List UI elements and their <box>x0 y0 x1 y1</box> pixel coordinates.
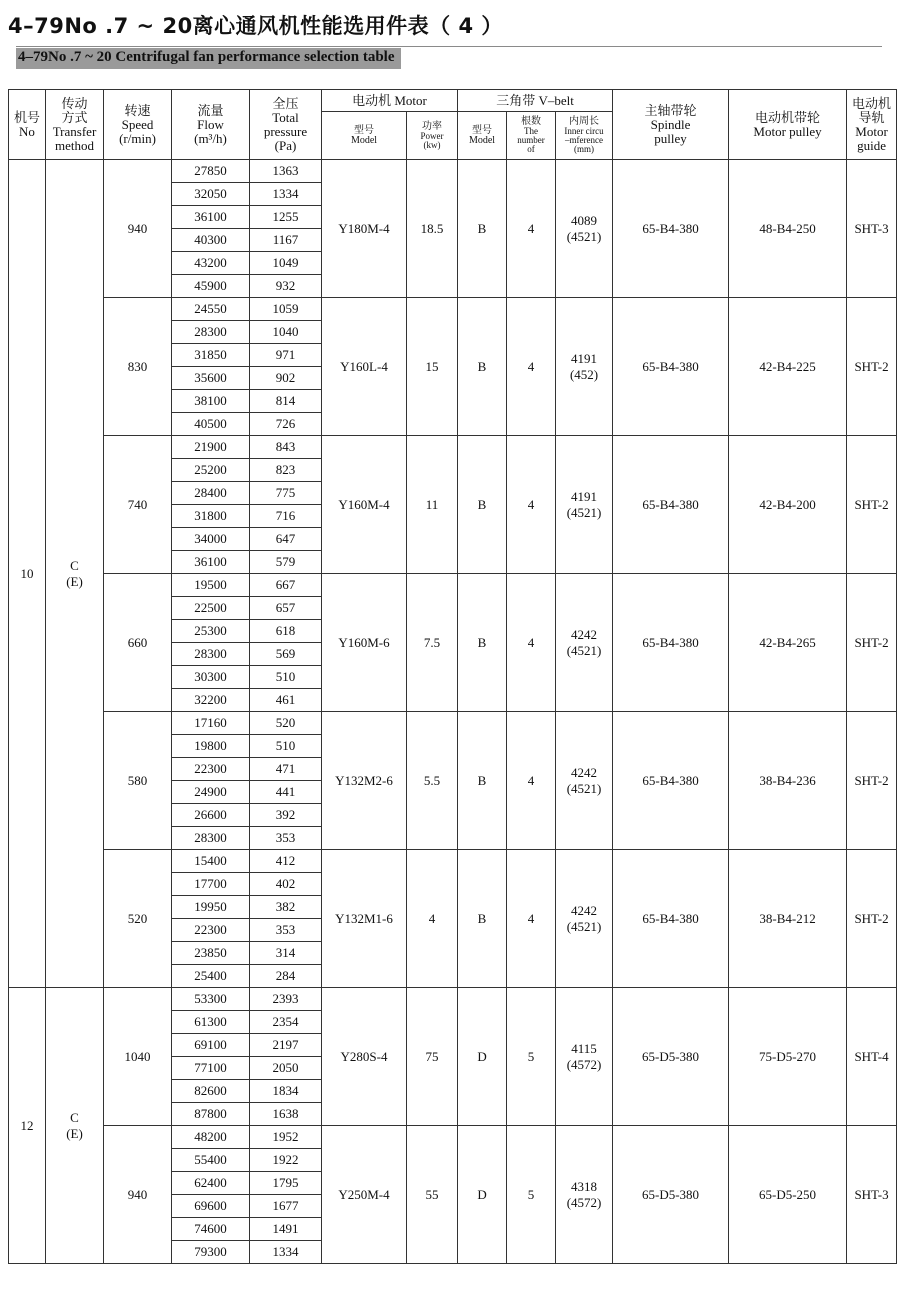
motor-guide-cell: SHT-2 <box>847 574 897 712</box>
motor-pulley-cell: 38-B4-212 <box>729 850 847 988</box>
motor-guide-cell: SHT-3 <box>847 1126 897 1264</box>
header-pressure-line: 全压 <box>272 95 299 111</box>
pressure-cell: 902 <box>250 367 322 390</box>
belt-inner-cell <box>556 712 613 850</box>
spindle-pulley-cell: 65-B4-380 <box>613 574 729 712</box>
pressure-cell: 520 <box>250 712 322 735</box>
header-belt-number <box>507 112 556 160</box>
flow-cell: 15400 <box>172 850 250 873</box>
pressure-cell: 667 <box>250 574 322 597</box>
header-belt-inner-line: –mference <box>565 135 604 145</box>
pressure-cell: 314 <box>250 942 322 965</box>
pressure-cell: 579 <box>250 551 322 574</box>
flow-cell: 28300 <box>172 643 250 666</box>
header-flow-line: (m³/h) <box>194 130 227 146</box>
flow-cell: 22500 <box>172 597 250 620</box>
pressure-cell: 843 <box>250 436 322 459</box>
header-belt-model-line: Model <box>468 134 496 146</box>
flow-cell: 31800 <box>172 505 250 528</box>
header-motor-pulley <box>729 90 847 160</box>
flow-cell: 36100 <box>172 551 250 574</box>
motor-power-cell: 15 <box>407 298 458 436</box>
flow-cell: 35600 <box>172 367 250 390</box>
header-belt-model <box>458 112 507 160</box>
table-row <box>9 160 897 183</box>
motor-guide-cell: SHT-2 <box>847 298 897 436</box>
pressure-cell: 461 <box>250 689 322 712</box>
fan-number-cell: 12 <box>9 988 46 1264</box>
motor-power-cell: 7.5 <box>407 574 458 712</box>
spindle-pulley-cell: 65-D5-380 <box>613 988 729 1126</box>
header-spindle-line: 主轴带轮 <box>644 102 697 118</box>
transfer-method-cell-line: (E) <box>66 1125 83 1141</box>
pressure-cell: 1334 <box>250 183 322 206</box>
header-motor-power <box>407 112 458 160</box>
flow-cell: 61300 <box>172 1011 250 1034</box>
header-spindle-line: pulley <box>654 130 687 146</box>
flow-cell: 32200 <box>172 689 250 712</box>
table-row <box>9 574 897 597</box>
header-transfer <box>46 90 104 160</box>
header-motor-power-line: Power <box>420 130 444 141</box>
flow-cell: 25200 <box>172 459 250 482</box>
motor-guide-cell: SHT-4 <box>847 988 897 1126</box>
spindle-pulley-cell: 65-B4-380 <box>613 298 729 436</box>
belt-model-cell: B <box>458 160 507 298</box>
spindle-pulley-cell: 65-B4-380 <box>613 850 729 988</box>
pressure-cell: 716 <box>250 505 322 528</box>
speed-cell: 520 <box>104 850 172 988</box>
flow-cell: 62400 <box>172 1172 250 1195</box>
pressure-cell: 932 <box>250 275 322 298</box>
belt-model-cell: B <box>458 712 507 850</box>
belt-count-cell: 4 <box>507 160 556 298</box>
pressure-cell: 2050 <box>250 1057 322 1080</box>
motor-model-cell: Y280S-4 <box>322 988 407 1126</box>
title-rule <box>16 46 882 47</box>
header-motor-model-line: Model <box>350 134 378 146</box>
belt-inner-cell-line: (4521) <box>566 228 602 244</box>
belt-inner-cell-line: (4521) <box>566 918 602 934</box>
flow-cell: 30300 <box>172 666 250 689</box>
flow-cell: 25400 <box>172 965 250 988</box>
pressure-cell: 775 <box>250 482 322 505</box>
flow-cell: 25300 <box>172 620 250 643</box>
header-motor-pulley-line: Motor pulley <box>753 123 822 139</box>
flow-cell: 36100 <box>172 206 250 229</box>
flow-cell: 28400 <box>172 482 250 505</box>
pressure-cell: 412 <box>250 850 322 873</box>
pressure-cell: 1795 <box>250 1172 322 1195</box>
belt-model-cell: B <box>458 436 507 574</box>
belt-count-cell: 4 <box>507 298 556 436</box>
header-belt-number-line: The <box>524 126 539 136</box>
motor-model-cell: Y160M-4 <box>322 436 407 574</box>
header-flow <box>172 90 250 160</box>
belt-count-cell: 4 <box>507 850 556 988</box>
header-motor-pulley-line: 电动机带轮 <box>755 109 821 125</box>
motor-guide-cell: SHT-2 <box>847 712 897 850</box>
speed-cell: 1040 <box>104 988 172 1126</box>
motor-model-cell: Y132M2-6 <box>322 712 407 850</box>
pressure-cell: 392 <box>250 804 322 827</box>
spindle-pulley-cell: 65-B4-380 <box>613 712 729 850</box>
speed-cell: 940 <box>104 160 172 298</box>
motor-power-cell: 18.5 <box>407 160 458 298</box>
pressure-cell: 1638 <box>250 1103 322 1126</box>
pressure-cell: 382 <box>250 896 322 919</box>
motor-guide-cell: SHT-2 <box>847 436 897 574</box>
motor-model-cell: Y132M1-6 <box>322 850 407 988</box>
pressure-cell: 441 <box>250 781 322 804</box>
page-subtitle: 4–79No .7 ~ 20 Centrifugal fan performance selection table <box>16 48 401 69</box>
header-belt-number-line: 根数 <box>521 116 542 127</box>
pressure-cell: 353 <box>250 919 322 942</box>
speed-cell: 830 <box>104 298 172 436</box>
flow-cell: 32050 <box>172 183 250 206</box>
flow-cell: 55400 <box>172 1149 250 1172</box>
flow-cell: 17160 <box>172 712 250 735</box>
motor-pulley-cell: 75-D5-270 <box>729 988 847 1126</box>
motor-power-cell: 4 <box>407 850 458 988</box>
header-spindle-line: Spindle <box>650 116 691 132</box>
header-transfer-line: method <box>55 137 94 153</box>
motor-pulley-cell: 38-B4-236 <box>729 712 847 850</box>
belt-inner-cell-line: 4242 <box>571 764 598 780</box>
flow-cell: 27850 <box>172 160 250 183</box>
transfer-method-cell <box>46 160 104 988</box>
belt-count-cell: 4 <box>507 436 556 574</box>
belt-inner-cell <box>556 298 613 436</box>
header-vbelt: 三角带 V–belt <box>458 90 613 112</box>
flow-cell: 53300 <box>172 988 250 1011</box>
header-guide-line: guide <box>857 137 886 153</box>
performance-table <box>8 89 897 1264</box>
header-flow-line: 流量 <box>197 102 224 118</box>
motor-pulley-cell: 42-B4-225 <box>729 298 847 436</box>
belt-inner-cell <box>556 160 613 298</box>
header-speed <box>104 90 172 160</box>
transfer-method-cell <box>46 988 104 1264</box>
header-pressure <box>250 90 322 160</box>
header-belt-inner-line: 内周长 <box>569 116 600 127</box>
flow-cell: 26600 <box>172 804 250 827</box>
belt-count-cell: 5 <box>507 988 556 1126</box>
pressure-cell: 284 <box>250 965 322 988</box>
motor-model-cell: Y160L-4 <box>322 298 407 436</box>
flow-cell: 40500 <box>172 413 250 436</box>
pressure-cell: 353 <box>250 827 322 850</box>
motor-power-cell: 75 <box>407 988 458 1126</box>
pressure-cell: 1049 <box>250 252 322 275</box>
flow-cell: 48200 <box>172 1126 250 1149</box>
belt-inner-cell-line: (4572) <box>566 1056 602 1072</box>
flow-cell: 24550 <box>172 298 250 321</box>
pressure-cell: 510 <box>250 735 322 758</box>
table-row <box>9 988 897 1011</box>
belt-inner-cell-line: 4191 <box>571 488 598 504</box>
header-guide-line: Motor <box>855 123 888 139</box>
flow-cell: 82600 <box>172 1080 250 1103</box>
motor-pulley-cell: 65-D5-250 <box>729 1126 847 1264</box>
header-belt-model-line: 型号 <box>472 124 493 136</box>
motor-power-cell: 55 <box>407 1126 458 1264</box>
belt-inner-cell <box>556 988 613 1126</box>
flow-cell: 69600 <box>172 1195 250 1218</box>
belt-model-cell: B <box>458 850 507 988</box>
pressure-cell: 647 <box>250 528 322 551</box>
belt-inner-cell-line: (452) <box>569 366 599 382</box>
header-motor: 电动机 Motor <box>322 90 458 112</box>
pressure-cell: 1040 <box>250 321 322 344</box>
pressure-cell: 726 <box>250 413 322 436</box>
fan-number-cell: 10 <box>9 160 46 988</box>
belt-inner-cell-line: 4318 <box>571 1178 598 1194</box>
belt-inner-cell <box>556 850 613 988</box>
belt-inner-cell <box>556 436 613 574</box>
header-transfer-line: 方式 <box>61 109 88 125</box>
pressure-cell: 1363 <box>250 160 322 183</box>
flow-cell: 31850 <box>172 344 250 367</box>
pressure-cell: 1167 <box>250 229 322 252</box>
belt-model-cell: D <box>458 988 507 1126</box>
header-belt-inner <box>556 112 613 160</box>
pressure-cell: 510 <box>250 666 322 689</box>
pressure-cell: 1677 <box>250 1195 322 1218</box>
pressure-cell: 971 <box>250 344 322 367</box>
flow-cell: 69100 <box>172 1034 250 1057</box>
flow-cell: 17700 <box>172 873 250 896</box>
header-transfer-line: 传动 <box>61 95 88 111</box>
flow-cell: 38100 <box>172 390 250 413</box>
header-pressure-line: pressure <box>263 123 308 139</box>
flow-cell: 21900 <box>172 436 250 459</box>
belt-inner-cell-line: (4521) <box>566 642 602 658</box>
header-row-1 <box>9 90 897 112</box>
page-title: 4–79No .7 ~ 20离心通风机性能选用件表（ 4 ） <box>8 14 503 38</box>
header-pressure-line: Total <box>272 109 299 125</box>
motor-power-cell: 5.5 <box>407 712 458 850</box>
pressure-cell: 1255 <box>250 206 322 229</box>
header-speed-line: Speed <box>121 116 154 132</box>
speed-cell: 740 <box>104 436 172 574</box>
header-no-line: No <box>19 123 35 139</box>
pressure-cell: 657 <box>250 597 322 620</box>
belt-model-cell: D <box>458 1126 507 1264</box>
spindle-pulley-cell: 65-B4-380 <box>613 160 729 298</box>
pressure-cell: 1334 <box>250 1241 322 1264</box>
motor-pulley-cell: 42-B4-200 <box>729 436 847 574</box>
header-guide-line: 导轨 <box>858 109 885 125</box>
motor-guide-cell: SHT-3 <box>847 160 897 298</box>
motor-model-cell: Y250M-4 <box>322 1126 407 1264</box>
belt-inner-cell-line: 4089 <box>571 212 598 228</box>
header-guide-line: 电动机 <box>852 95 892 111</box>
belt-inner-cell <box>556 1126 613 1264</box>
pressure-cell: 2354 <box>250 1011 322 1034</box>
speed-cell: 580 <box>104 712 172 850</box>
flow-cell: 43200 <box>172 252 250 275</box>
belt-count-cell: 4 <box>507 712 556 850</box>
pressure-cell: 1491 <box>250 1218 322 1241</box>
table-row <box>9 850 897 873</box>
belt-inner-cell-line: (4521) <box>566 504 602 520</box>
belt-inner-cell-line: 4191 <box>571 350 598 366</box>
pressure-cell: 471 <box>250 758 322 781</box>
header-pressure-line: (Pa) <box>274 137 297 153</box>
spindle-pulley-cell: 65-B4-380 <box>613 436 729 574</box>
belt-inner-cell-line: 4242 <box>571 902 598 918</box>
flow-cell: 22300 <box>172 919 250 942</box>
flow-cell: 87800 <box>172 1103 250 1126</box>
pressure-cell: 618 <box>250 620 322 643</box>
pressure-cell: 1834 <box>250 1080 322 1103</box>
belt-inner-cell <box>556 574 613 712</box>
header-motor-power-line: (kw) <box>423 139 441 150</box>
flow-cell: 45900 <box>172 275 250 298</box>
flow-cell: 34000 <box>172 528 250 551</box>
belt-model-cell: B <box>458 298 507 436</box>
header-motor-power-line: 功率 <box>422 120 442 132</box>
spindle-pulley-cell: 65-D5-380 <box>613 1126 729 1264</box>
motor-pulley-cell: 48-B4-250 <box>729 160 847 298</box>
table-row <box>9 1126 897 1149</box>
flow-cell: 24900 <box>172 781 250 804</box>
header-guide <box>847 90 897 160</box>
flow-cell: 23850 <box>172 942 250 965</box>
header-no <box>9 90 46 160</box>
flow-cell: 74600 <box>172 1218 250 1241</box>
motor-guide-cell: SHT-2 <box>847 850 897 988</box>
flow-cell: 28300 <box>172 827 250 850</box>
header-belt-number-line: number <box>517 135 545 145</box>
belt-inner-cell-line: (4572) <box>566 1194 602 1210</box>
header-flow-line: Flow <box>197 116 224 132</box>
header-motor-model <box>322 112 407 160</box>
pressure-cell: 1952 <box>250 1126 322 1149</box>
header-spindle <box>613 90 729 160</box>
pressure-cell: 2393 <box>250 988 322 1011</box>
motor-model-cell: Y160M-6 <box>322 574 407 712</box>
pressure-cell: 402 <box>250 873 322 896</box>
pressure-cell: 569 <box>250 643 322 666</box>
header-motor-model-line: 型号 <box>354 124 374 136</box>
motor-pulley-cell: 42-B4-265 <box>729 574 847 712</box>
header-no-line: 机号 <box>13 109 40 125</box>
flow-cell: 22300 <box>172 758 250 781</box>
header-belt-inner-line: Inner circu <box>564 126 604 136</box>
flow-cell: 28300 <box>172 321 250 344</box>
flow-cell: 79300 <box>172 1241 250 1264</box>
header-speed-line: 转速 <box>124 102 151 118</box>
flow-cell: 19950 <box>172 896 250 919</box>
speed-cell: 660 <box>104 574 172 712</box>
flow-cell: 40300 <box>172 229 250 252</box>
belt-count-cell: 5 <box>507 1126 556 1264</box>
flow-cell: 19800 <box>172 735 250 758</box>
speed-cell: 940 <box>104 1126 172 1264</box>
header-transfer-line: Transfer <box>52 123 97 139</box>
header-speed-line: (r/min) <box>119 130 156 146</box>
motor-model-cell: Y180M-4 <box>322 160 407 298</box>
transfer-method-cell-line: (E) <box>66 573 83 589</box>
transfer-method-cell-line: C <box>70 557 79 573</box>
transfer-method-cell-line: C <box>70 1109 79 1125</box>
table-row <box>9 436 897 459</box>
belt-inner-cell-line: 4242 <box>571 626 598 642</box>
table-row <box>9 298 897 321</box>
pressure-cell: 1059 <box>250 298 322 321</box>
pressure-cell: 1922 <box>250 1149 322 1172</box>
belt-inner-cell-line: 4115 <box>571 1040 597 1056</box>
motor-power-cell: 11 <box>407 436 458 574</box>
flow-cell: 19500 <box>172 574 250 597</box>
belt-model-cell: B <box>458 574 507 712</box>
belt-count-cell: 4 <box>507 574 556 712</box>
header-belt-inner-line: (mm) <box>574 144 595 154</box>
pressure-cell: 823 <box>250 459 322 482</box>
flow-cell: 77100 <box>172 1057 250 1080</box>
pressure-cell: 814 <box>250 390 322 413</box>
header-belt-number-line: of <box>527 144 535 154</box>
pressure-cell: 2197 <box>250 1034 322 1057</box>
table-row <box>9 712 897 735</box>
belt-inner-cell-line: (4521) <box>566 780 602 796</box>
